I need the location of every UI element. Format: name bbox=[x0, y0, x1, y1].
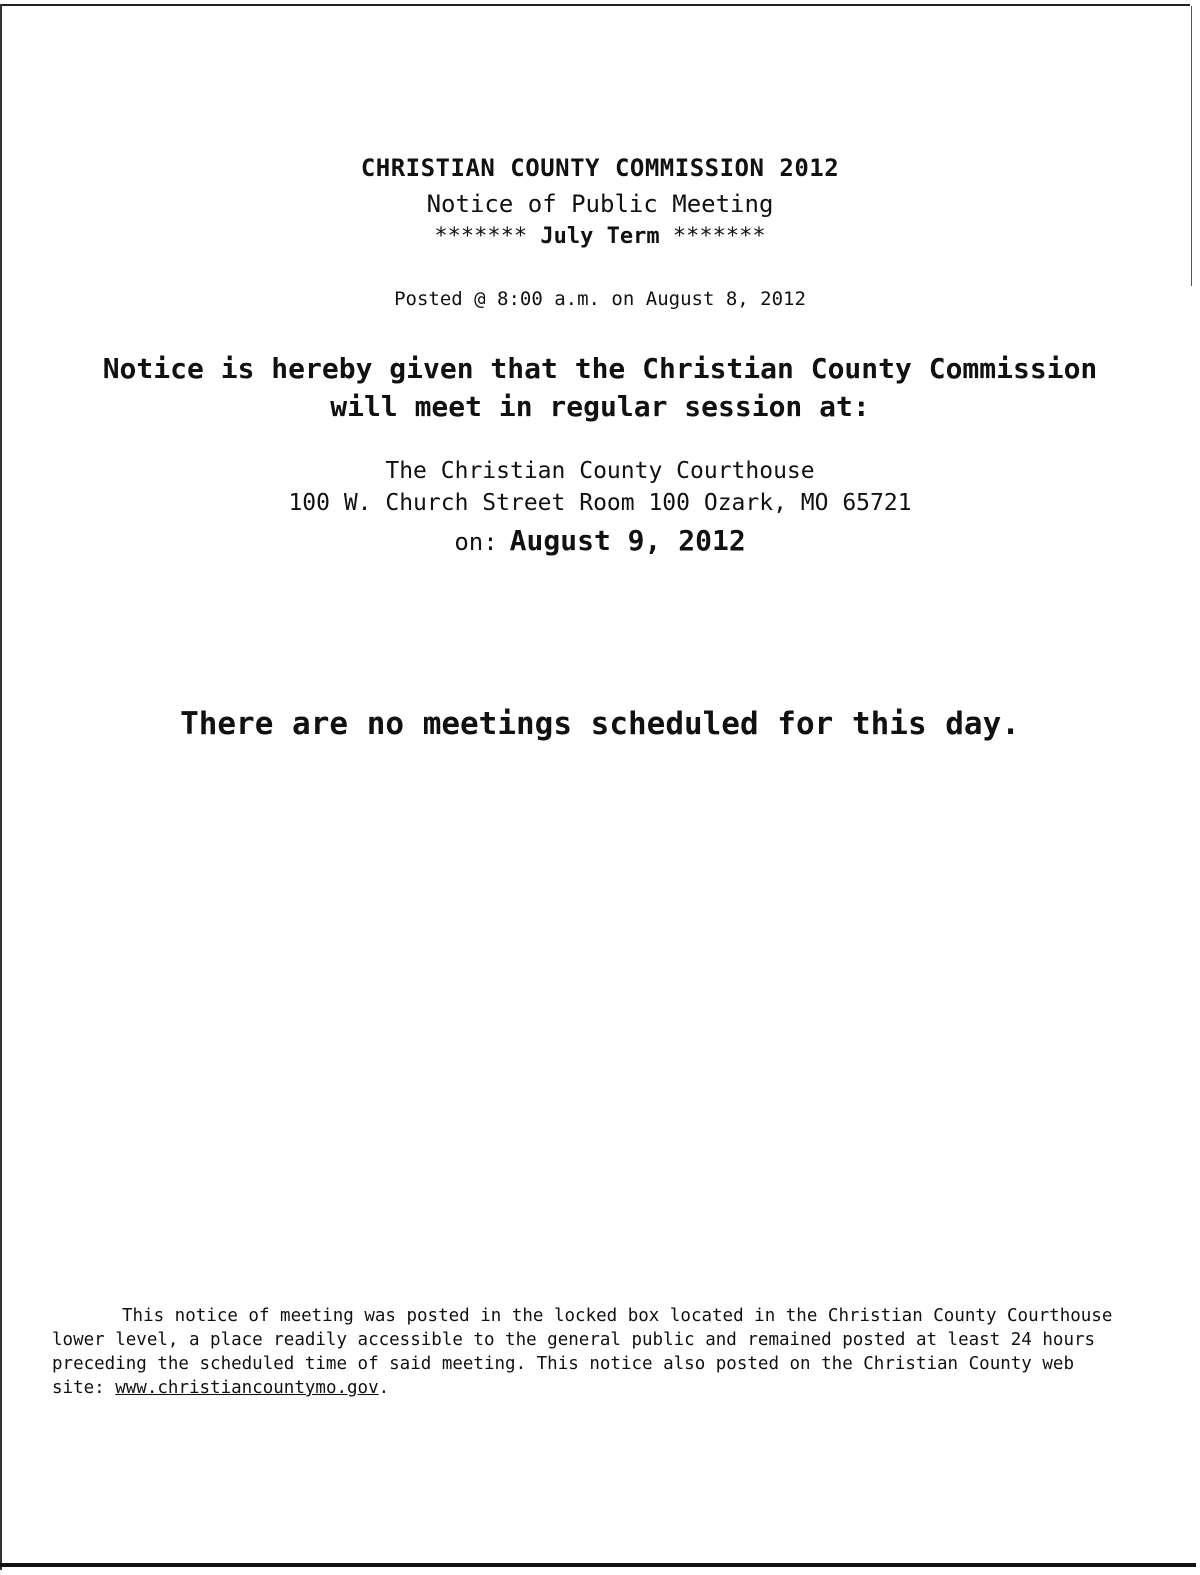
meeting-date: August 9, 2012 bbox=[509, 524, 746, 557]
footnote-end: . bbox=[378, 1378, 390, 1398]
meeting-location: The Christian County Courthouse bbox=[385, 458, 815, 484]
meeting-date-line bbox=[0, 524, 1200, 557]
no-meetings-message: There are no meetings scheduled for this day. bbox=[180, 706, 1020, 742]
document-title: CHRISTIAN COUNTY COMMISSION 2012 bbox=[360, 154, 840, 182]
term-stars-left: ******* bbox=[434, 224, 528, 249]
on-label: on: bbox=[454, 528, 498, 556]
term-label: July Term bbox=[540, 224, 660, 249]
posted-timestamp: Posted @ 8:00 a.m. on August 8, 2012 bbox=[394, 288, 806, 310]
footnote-text: This notice of meeting was posted in the locked box located in the Christian County Courthouse lower level, a place readily accessible to the general public and remained posted at least 24 hours preceding the scheduled time of said meeting. This notice also posted on the Christian County web site: bbox=[52, 1306, 1113, 1398]
posting-footnote bbox=[52, 1304, 1137, 1400]
notice-statement-line-1: Notice is hereby given that the Christian County Commission bbox=[102, 352, 1098, 385]
scan-border-bottom bbox=[0, 1563, 1196, 1567]
scan-border-top bbox=[0, 4, 1190, 6]
notice-statement-line-2: will meet in regular session at: bbox=[330, 390, 870, 423]
meeting-address: 100 W. Church Street Room 100 Ozark, MO 65721 bbox=[288, 490, 912, 516]
document-subtitle: Notice of Public Meeting bbox=[426, 190, 774, 218]
website-link[interactable]: www.christiancountymo.gov bbox=[115, 1378, 379, 1398]
term-line bbox=[0, 224, 1200, 249]
term-stars-right: ******* bbox=[672, 224, 766, 249]
